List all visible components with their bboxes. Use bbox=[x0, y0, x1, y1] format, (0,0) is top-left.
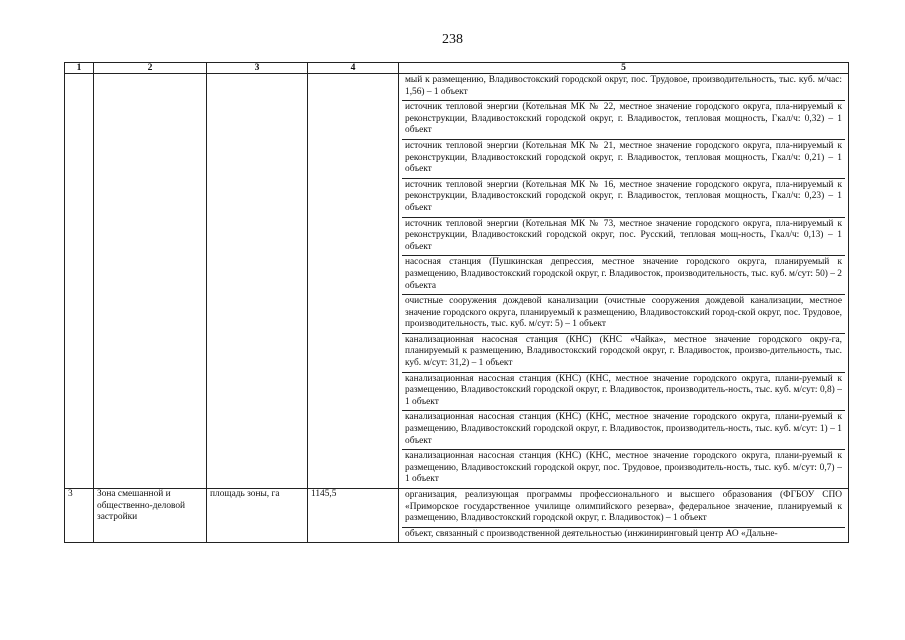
object-entry: канализационная насосная станция (КНС) (КНС, местное значение городского округа, плани-руемый к размещению, Владивостокский городской округ, г. Владивосток, производитель-ность, тыс. куб. м/сут: 1) – 1 объект bbox=[402, 411, 845, 450]
document-table bbox=[64, 62, 849, 543]
header-col-3: 3 bbox=[207, 63, 308, 74]
cell-number: 3 bbox=[65, 489, 94, 543]
header-col-1: 1 bbox=[65, 63, 94, 74]
header-col-2: 2 bbox=[94, 63, 207, 74]
object-entry: канализационная насосная станция (КНС) (КНС «Чайка», местное значение городского окру-га, планируемый к размещению, Владивостокский городской округ, г. Владивосток, произво-дительность, тыс. куб. м/сут: 31,2) – 1 объект bbox=[402, 334, 845, 373]
cell-value: 1145,5 bbox=[308, 489, 399, 543]
object-entry: источник тепловой энергии (Котельная МК № 16, местное значение городского округа, пла-нируемый к реконструкции, Владивостокский городской округ, г. Владивосток, тепловая мощность, Гкал/ч: 0,23) – 1 объект bbox=[402, 179, 845, 218]
table-row-continuation bbox=[65, 74, 849, 489]
object-entry: канализационная насосная станция (КНС) (КНС, местное значение городского округа, плани-руемый к размещению, Владивостокский городской округ, г. Владивосток, производитель-ность, тыс. куб. м/сут: 0,8) – 1 объект bbox=[402, 373, 845, 412]
header-col-4: 4 bbox=[308, 63, 399, 74]
object-entry: очистные сооружения дождевой канализации (очистные сооружения дождевой канализации, местное значение городского округа, планируемый к размещению, Владивостокский город-ской округ, пос. Трудовое, производительность, тыс. куб. м/сут: 5) – 1 объект bbox=[402, 295, 845, 334]
cell-parameter bbox=[207, 74, 308, 489]
cell-objects bbox=[399, 74, 849, 489]
object-entry: насосная станция (Пушкинская депрессия, местное значение городского округа, планируемый к размещению, Владивостокский городской округ, г. Владивосток, производительность, тыс. куб. м/сут: 50) – 2 объекта bbox=[402, 256, 845, 295]
cell-value bbox=[308, 74, 399, 489]
cell-zone: Зона смешанной и общественно-деловой застройки bbox=[94, 489, 207, 543]
header-row bbox=[65, 63, 849, 74]
object-entry: источник тепловой энергии (Котельная МК № 22, местное значение городского округа, пла-нируемый к реконструкции, Владивостокский городской округ, г. Владивосток, тепловая мощность, Гкал/ч: 0,32) – 1 объект bbox=[402, 101, 845, 140]
cell-objects bbox=[399, 489, 849, 543]
object-entry: организация, реализующая программы профессионального и высшего образования (ФГБОУ СПО «Приморское государственное училище олимпийского резерва», федеральное значение, планируемый к размещению, Владивостокский городской округ, г. Владивосток) – 1 объект bbox=[402, 489, 845, 528]
object-entry: источник тепловой энергии (Котельная МК № 73, местное значение городского округа, пла-нируемый к реконструкции, Владивостокский городской округ, пос. Русский, тепловая мощ-ность, Гкал/ч: 0,13) – 1 объект bbox=[402, 218, 845, 257]
object-entry: источник тепловой энергии (Котельная МК № 21, местное значение городского округа, пла-нируемый к реконструкции, Владивостокский городской округ, г. Владивосток, тепловая мощность, Гкал/ч: 0,21) – 1 объект bbox=[402, 140, 845, 179]
header-col-5: 5 bbox=[399, 63, 849, 74]
object-entry: канализационная насосная станция (КНС) (КНС, местное значение городского округа, плани-руемый к размещению, Владивостокский городской округ, пос. Трудовое, производитель-ность, тыс. куб. м/сут: 0,7) – 1 объект bbox=[405, 451, 842, 485]
object-entry: объект, связанный с производственной деятельностью (инжиниринговый центр АО «Дальне- bbox=[405, 528, 778, 539]
table-row-3 bbox=[65, 489, 849, 543]
object-entry: мый к размещению, Владивостокский городской округ, пос. Трудовое, производительность, тыс. куб. м/час: 1,56) – 1 объект bbox=[402, 74, 845, 101]
cell-parameter: площадь зоны, га bbox=[207, 489, 308, 543]
page-number: 238 bbox=[442, 32, 463, 47]
cell-number bbox=[65, 74, 94, 489]
cell-zone bbox=[94, 74, 207, 489]
